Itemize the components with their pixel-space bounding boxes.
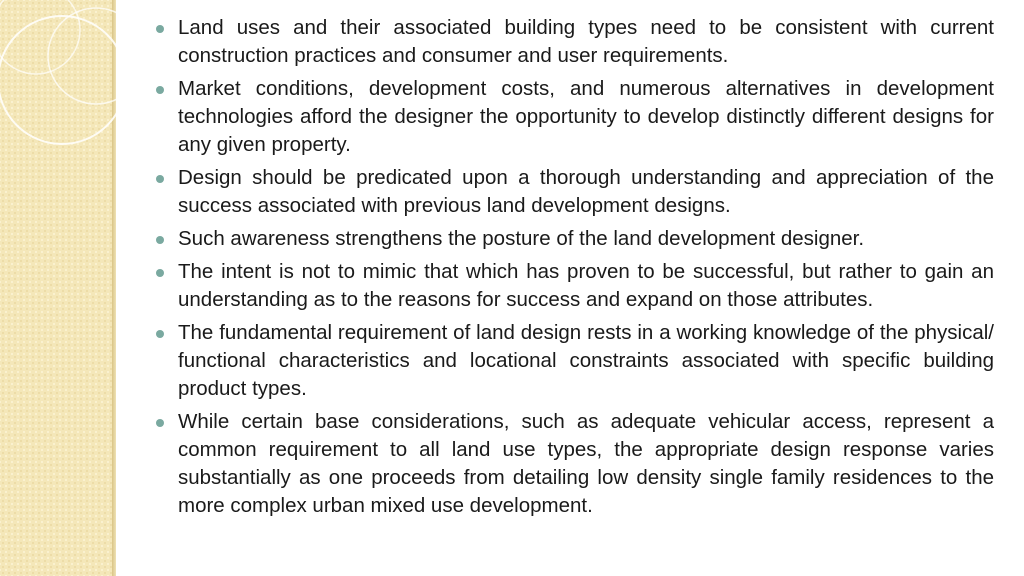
bullet-dot-icon bbox=[156, 330, 164, 338]
bullet-item bbox=[150, 75, 994, 159]
decorative-circles bbox=[0, 0, 160, 200]
bullet-item bbox=[150, 14, 994, 70]
slide-content bbox=[150, 14, 994, 525]
bullet-text: Such awareness strengthens the posture of the land development designer. bbox=[178, 227, 865, 250]
bullet-text: The intent is not to mimic that which has proven to be successful, but rather to gain an understanding as to the reasons for success and expand on those attributes. bbox=[178, 260, 994, 311]
bullet-item bbox=[150, 408, 994, 520]
bullet-text: Land uses and their associated building types need to be consistent with current construction practices and consumer and user requirements. bbox=[178, 16, 994, 67]
bullet-dot-icon bbox=[156, 269, 164, 277]
bullet-text: Market conditions, development costs, and numerous alternatives in development technologies afford the designer the opportunity to develop distinctly different designs for any given property. bbox=[178, 77, 994, 156]
bullet-text: The fundamental requirement of land design rests in a working knowledge of the physical/ functional characteristics and locational constraints associated with specific building product types. bbox=[178, 321, 994, 400]
bullet-dot-icon bbox=[156, 25, 164, 33]
bullet-text: Design should be predicated upon a thorough understanding and appreciation of the success associated with previous land development designs. bbox=[178, 166, 994, 217]
bullet-dot-icon bbox=[156, 86, 164, 94]
bullet-list bbox=[150, 14, 994, 520]
bullet-item bbox=[150, 225, 994, 253]
bullet-dot-icon bbox=[156, 175, 164, 183]
bullet-item bbox=[150, 258, 994, 314]
bullet-dot-icon bbox=[156, 236, 164, 244]
bullet-item bbox=[150, 164, 994, 220]
bullet-text: While certain base considerations, such as adequate vehicular access, represent a common requirement to all land use types, the appropriate design response varies substantially as one proceeds from detailing low density single family residences to the more complex urban mixed use development. bbox=[178, 410, 994, 517]
bullet-dot-icon bbox=[156, 419, 164, 427]
bullet-item bbox=[150, 319, 994, 403]
